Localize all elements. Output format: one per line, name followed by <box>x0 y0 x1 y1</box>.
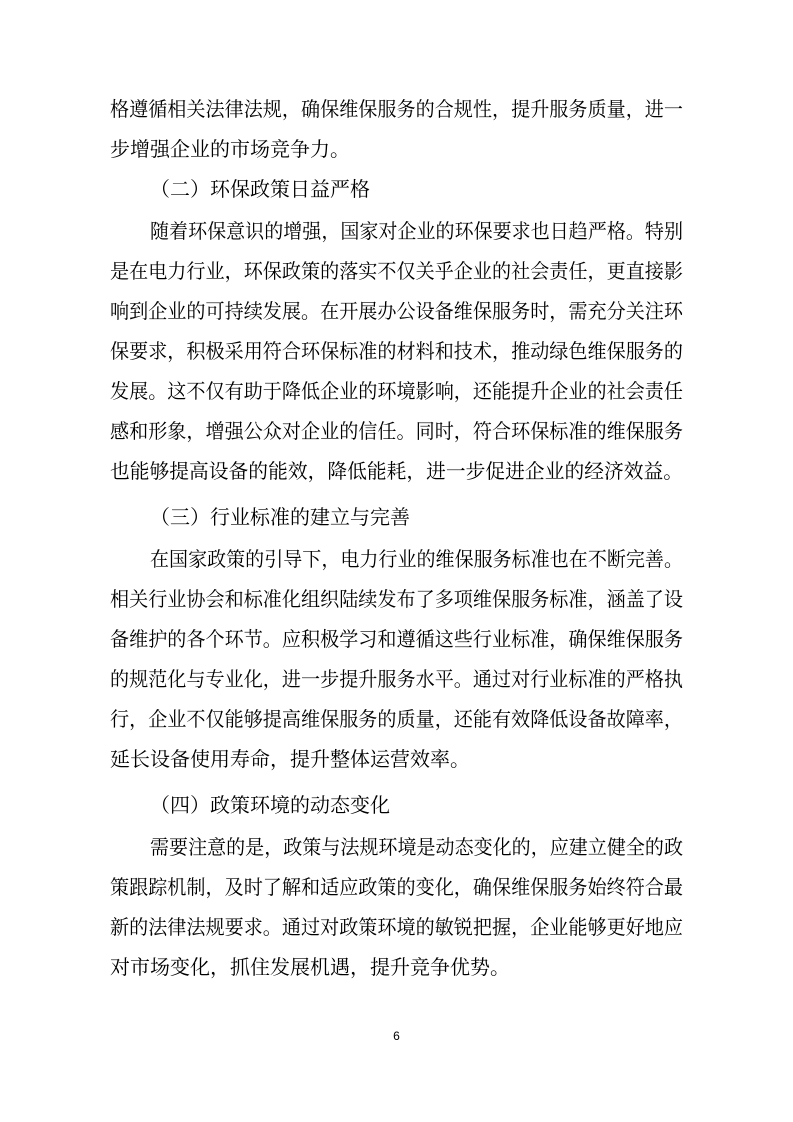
text-line: 对市场变化，抓住发展机遇，提升竞争优势。 <box>110 955 510 979</box>
section-heading <box>0 497 793 537</box>
text-line: 相关行业协会和标准化组织陆续发布了多项维保服务标准，涵盖了设 <box>110 587 683 611</box>
text-line: 随着环保意识的增强，国家对企业的环保要求也日趋严格。特别 <box>150 219 683 243</box>
paragraph-line <box>0 907 793 947</box>
text-line: 在国家政策的引导下，电力行业的维保服务标准也在不断完善。 <box>150 547 683 571</box>
paragraph-line <box>0 129 793 169</box>
text-line: 延长设备使用寿命，提升整体运营效率。 <box>110 747 470 771</box>
paragraph-line <box>0 947 793 987</box>
page-number: 6 <box>393 1029 400 1043</box>
paragraph-line <box>0 89 793 129</box>
text-line: 备维护的各个环节。应积极学习和遵循这些行业标准，确保维保服务 <box>110 627 683 651</box>
text-line: 响到企业的可持续发展。在开展办公设备维保服务时，需充分关注环 <box>110 299 683 323</box>
text-line: 新的法律法规要求。通过对政策环境的敏锐把握，企业能够更好地应 <box>110 915 683 939</box>
section-heading <box>0 169 793 209</box>
text-line: 步增强企业的市场竞争力。 <box>110 137 350 161</box>
paragraph-line <box>0 659 793 699</box>
paragraph-line <box>0 211 793 251</box>
paragraph-line <box>0 291 793 331</box>
section-heading <box>0 785 793 825</box>
text-line: 需要注意的是，政策与法规环境是动态变化的，应建立健全的政 <box>150 835 683 859</box>
section-heading-text: （二）环保政策日益严格 <box>150 177 370 201</box>
text-line: 行，企业不仅能够提高维保服务的质量，还能有效降低设备故障率， <box>110 707 683 731</box>
section-heading-text: （三）行业标准的建立与完善 <box>150 505 410 529</box>
paragraph-line <box>0 699 793 739</box>
text-line: 是在电力行业，环保政策的落实不仅关乎企业的社会责任，更直接影 <box>110 259 683 283</box>
paragraph-line <box>0 739 793 779</box>
paragraph-line <box>0 451 793 491</box>
paragraph-line <box>0 867 793 907</box>
text-line: 保要求，积极采用符合环保标准的材料和技术，推动绿色维保服务的 <box>110 339 683 363</box>
paragraph-line <box>0 827 793 867</box>
paragraph-line <box>0 539 793 579</box>
paragraph-line <box>0 251 793 291</box>
text-line: 也能够提高设备的能效，降低能耗，进一步促进企业的经济效益。 <box>110 459 683 483</box>
paragraph-line <box>0 411 793 451</box>
text-line: 格遵循相关法律法规，确保维保服务的合规性，提升服务质量，进一 <box>110 97 683 121</box>
paragraph-line <box>0 371 793 411</box>
section-heading-text: （四）政策环境的动态变化 <box>150 793 390 817</box>
text-line: 发展。这不仅有助于降低企业的环境影响，还能提升企业的社会责任 <box>110 379 683 403</box>
text-line: 的规范化与专业化，进一步提升服务水平。通过对行业标准的严格执 <box>110 667 683 691</box>
paragraph-line <box>0 331 793 371</box>
text-line: 感和形象，增强公众对企业的信任。同时，符合环保标准的维保服务 <box>110 419 683 443</box>
paragraph-line <box>0 579 793 619</box>
text-line: 策跟踪机制，及时了解和适应政策的变化，确保维保服务始终符合最 <box>110 875 683 899</box>
paragraph-line <box>0 619 793 659</box>
